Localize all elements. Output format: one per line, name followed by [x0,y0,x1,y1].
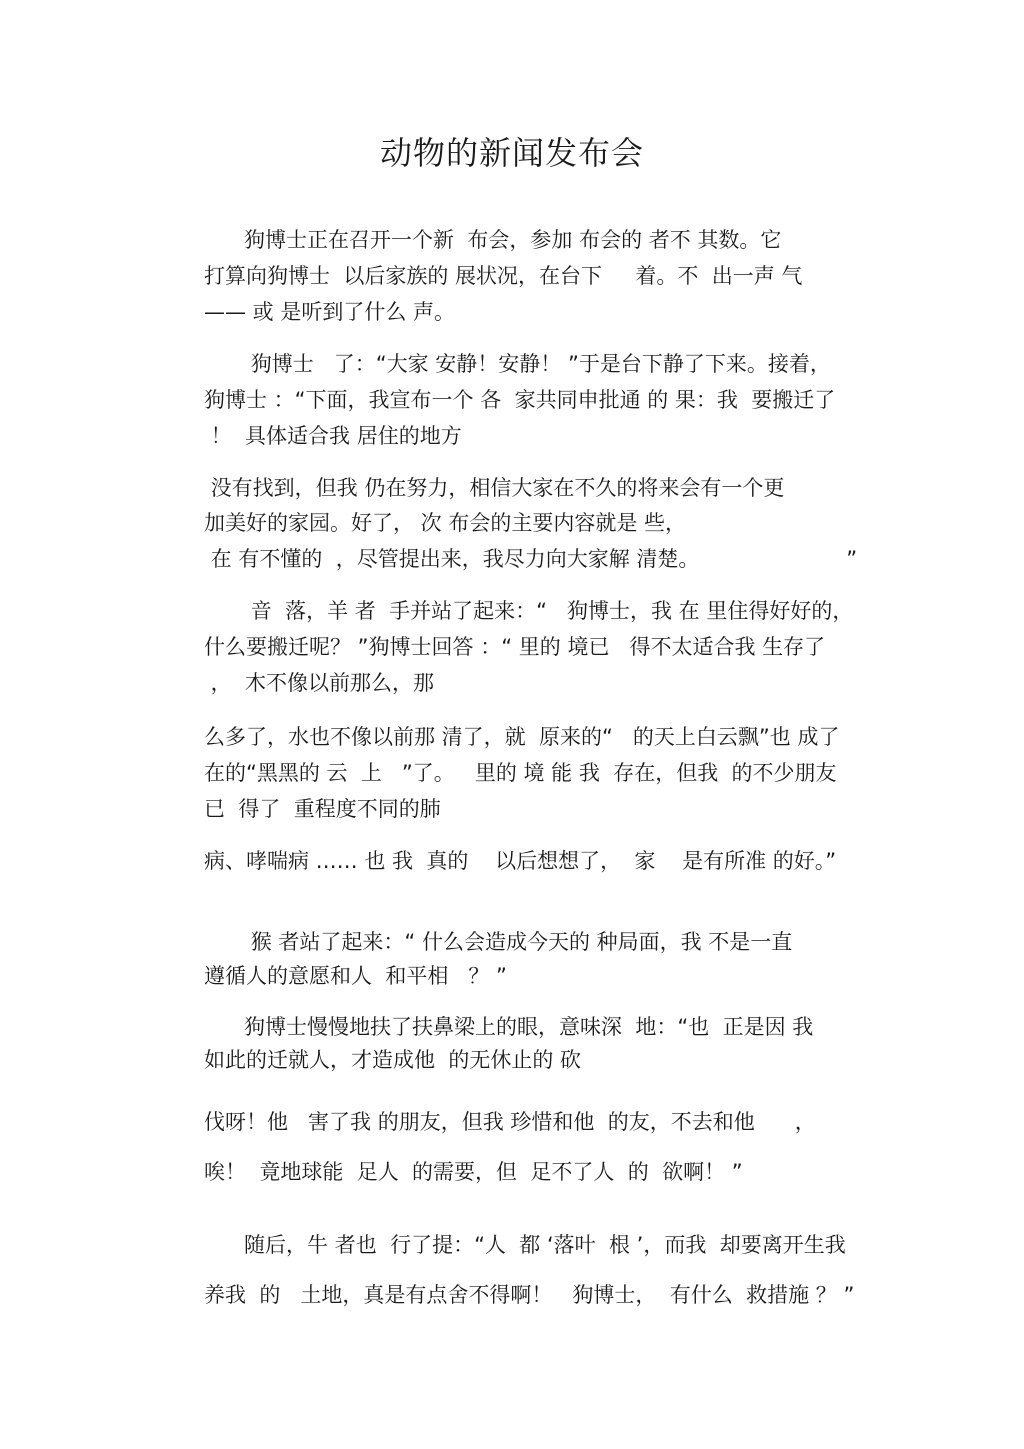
text-line: 猴 者站了起来：“ 什么会造成今天的 种局面，我 不是一直 [204,930,793,954]
text-line: ！ 具体适合我 居住的地方 [204,424,462,448]
text-line: 狗博士 ：“下面，我宣布一个 各 家共同申批通 的 果：我 要搬迁了 [204,388,836,412]
text-line: 狗博士正在召开一个新 布会，参加 布会的 者不 其数。它 [204,228,782,252]
text-line: —— 或 是听到了什么 声。 [204,300,456,324]
text-line: 狗博士慢慢地扶了扶鼻梁上的眼，意味深 地：“也 正是因 我 [204,1015,814,1039]
text-line: 唉！ 竟地球能 足人 的需要，但 足不了人 的 欲啊！ ” [204,1160,743,1184]
text-line: 随后，牛 者也 行了提：“人 都 ‘落叶 根 ’，而我 却要离开生我 [204,1233,846,1257]
text-line: 如此的迁就人，才造成他 的无休止的 砍 [204,1048,582,1072]
text-line: 伐呀！他 害了我 的朋友，但我 珍惜和他 的友，不去和他 ， [204,1110,816,1134]
text-line: 已 得了 重程度不同的肺 [204,797,441,821]
text-line: 养我 的 土地，真是有点舍不得啊！ 狗博士， 有什么 救措施 ？ ” [204,1283,855,1307]
text-line: ， 木不像以前那么，那 [204,671,435,695]
text-line: 没有找到，但我 仍在努力，相信大家在不久的将来会有一个更 [204,476,785,500]
text-line: 加美好的家园。好了， 次 布会的主要内容就是 些， [204,511,687,535]
text-line: 打算向狗博士 以后家族的 展状况，在台下 着。不 出一声 气 [204,264,803,288]
text-line: 音 落，羊 者 手并站了起来：“ 狗博士，我 在 里住得好好的， [204,599,854,623]
text-line: 狗博士 了：“大家 安静！安静！ ”于是台下静了下来。接着， [204,352,831,376]
document-title: 动物的新闻发布会 [379,134,644,172]
text-line: 么多了，水也不像以前那 清了，就 原来的“ 的天上白云飘”也 成了 [204,725,840,749]
text-line: 在 有不懂的 ，尽管提出来，我尽力向大家解 清楚。 ” [204,547,858,571]
text-line: 病、哮喘病 …… 也 我 真的 以后想想了， 家 是有所准 的好。” [204,849,837,873]
text-line: 什么要搬迁呢？ ”狗博士回答 ：“ 里的 境已 得不太适合我 生存了 [204,635,826,659]
text-line: 在的“黑黑的 云 上 ”了。 里的 境 能 我 存在，但我 的不少朋友 [204,761,837,785]
text-line: 遵循人的意愿和人 和平相 ？ ” [204,964,507,988]
